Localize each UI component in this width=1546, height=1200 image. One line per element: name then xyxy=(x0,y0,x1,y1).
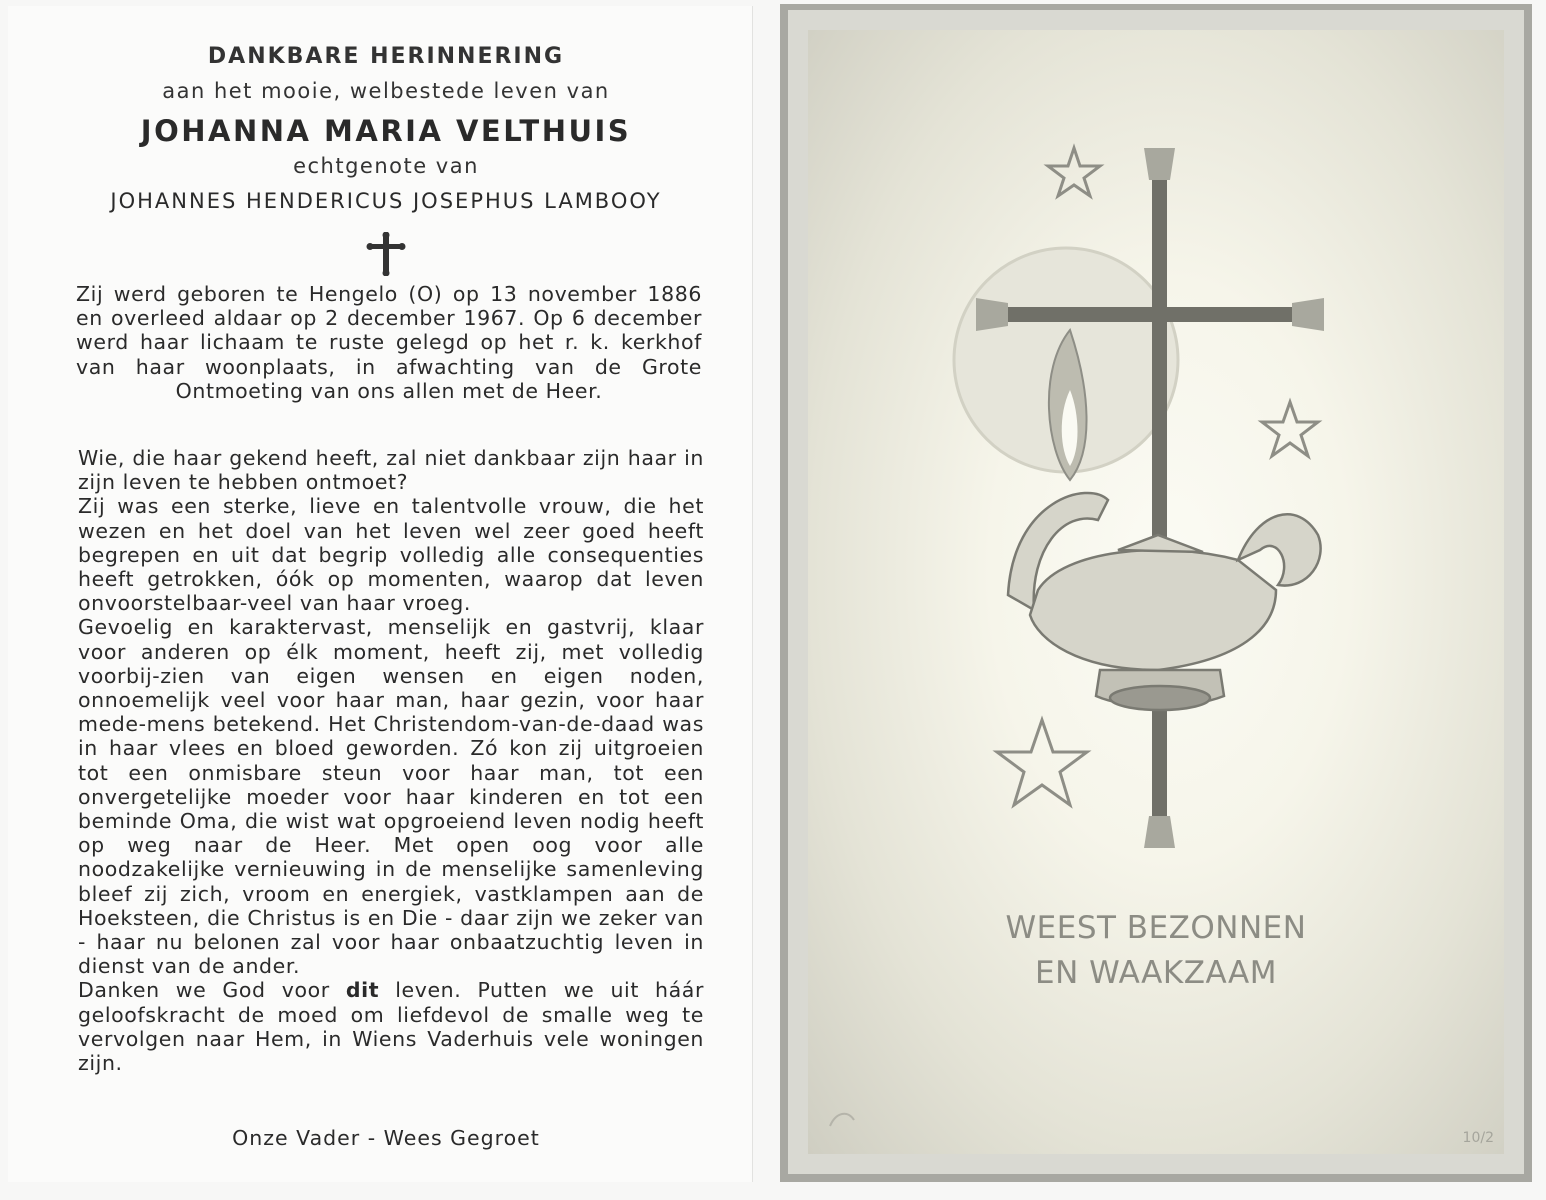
image-frame xyxy=(788,10,1524,1174)
motto-line-2: EN WAAKZAAM xyxy=(1035,955,1277,991)
paragraph: Zij was een sterke, lieve en talentvolle vrouw, die het wezen en het doel van het leven wel zeer goed heeft begrepen en uit dat begrip volledig alle consequenties heeft getrokken, óók op momenten, waarop dat leven onvoorstelbaar-veel van haar vroeg. xyxy=(78,494,704,616)
deceased-name: JOHANNA MARIA VELTHUIS xyxy=(140,114,632,148)
star-icon xyxy=(1262,402,1318,456)
closing-prayers: Onze Vader - Wees Gegroet xyxy=(232,1126,540,1150)
reflection-text xyxy=(78,446,704,1075)
card-title: DANKBARE HERINNERING xyxy=(207,44,565,69)
spouse-label: echtgenote van xyxy=(293,154,479,178)
prayer-card-text-side xyxy=(8,6,753,1182)
paragraph: Gevoelig en karaktervast, menselijk en gastvrij, klaar voor anderen op élk moment, heeft zij, met volledig voorbij-zien van eigen wensen en eigen noden, onnoemelijk veel voor haar man, haar gezin, voor haar mede-mens betekend. Het Christendom-van-de-daad was in haar vlees en bloed geworden. Zó kon zij uitgroeien tot een onmisbare steun voor haar man, tot een onvergetelijke moeder voor haar kinderen en tot een beminde Oma, die wist wat opgroeiend leven nodig heeft op weg naar de Heer. Met open oog voor alle noodzakelijke vernieuwing in de menselijke samenleving bleef zij zich, vroom en energiek, vastklampen aan de Hoeksteen, die Christus is en Die - daar zijn we zeker van - haar nu belonen zal voor haar onbaatzuchtig leven in dienst van de ander. xyxy=(78,615,704,979)
cross-icon xyxy=(366,232,406,276)
final-paragraph xyxy=(78,978,704,1075)
star-icon xyxy=(1048,148,1100,196)
card-subtitle: aan het mooie, welbestede leven van xyxy=(162,79,610,103)
printer-mark-icon xyxy=(830,1114,854,1126)
paragraph: Wie, die haar gekend heeft, zal niet dankbaar zijn haar in zijn leven te hebben ontmoet? xyxy=(78,446,704,495)
prayer-card-image-side xyxy=(780,4,1532,1182)
emphasis-word: dit xyxy=(345,978,380,1003)
card-code: 10/2 xyxy=(1462,1130,1494,1146)
motto-line-1: WEEST BEZONNEN xyxy=(1005,910,1307,946)
spouse-name: JOHANNES HENDERICUS JOSEPHUS LAMBOOY xyxy=(110,189,662,213)
final-paragraph-end: leven. Putten we uit háár geloofskracht de moed om liefdevol de smalle weg te vervolgen naar Hem, in Wiens Vaderhuis vele woningen zijn. xyxy=(78,978,704,1076)
biography: Zij werd geboren te Hengelo (O) op 13 november 1886 en overleed aldaar op 2 december 1967. Op 6 december werd haar lichaam te ruste gelegd op het r. k. kerkhof van haar woonplaats, in afwachting van de Grote Ontmoeting van ons allen met de Heer. xyxy=(76,282,702,403)
illustration-panel xyxy=(808,30,1504,1154)
final-paragraph-start: Danken we God voor xyxy=(78,978,346,1003)
star-icon xyxy=(997,720,1087,805)
